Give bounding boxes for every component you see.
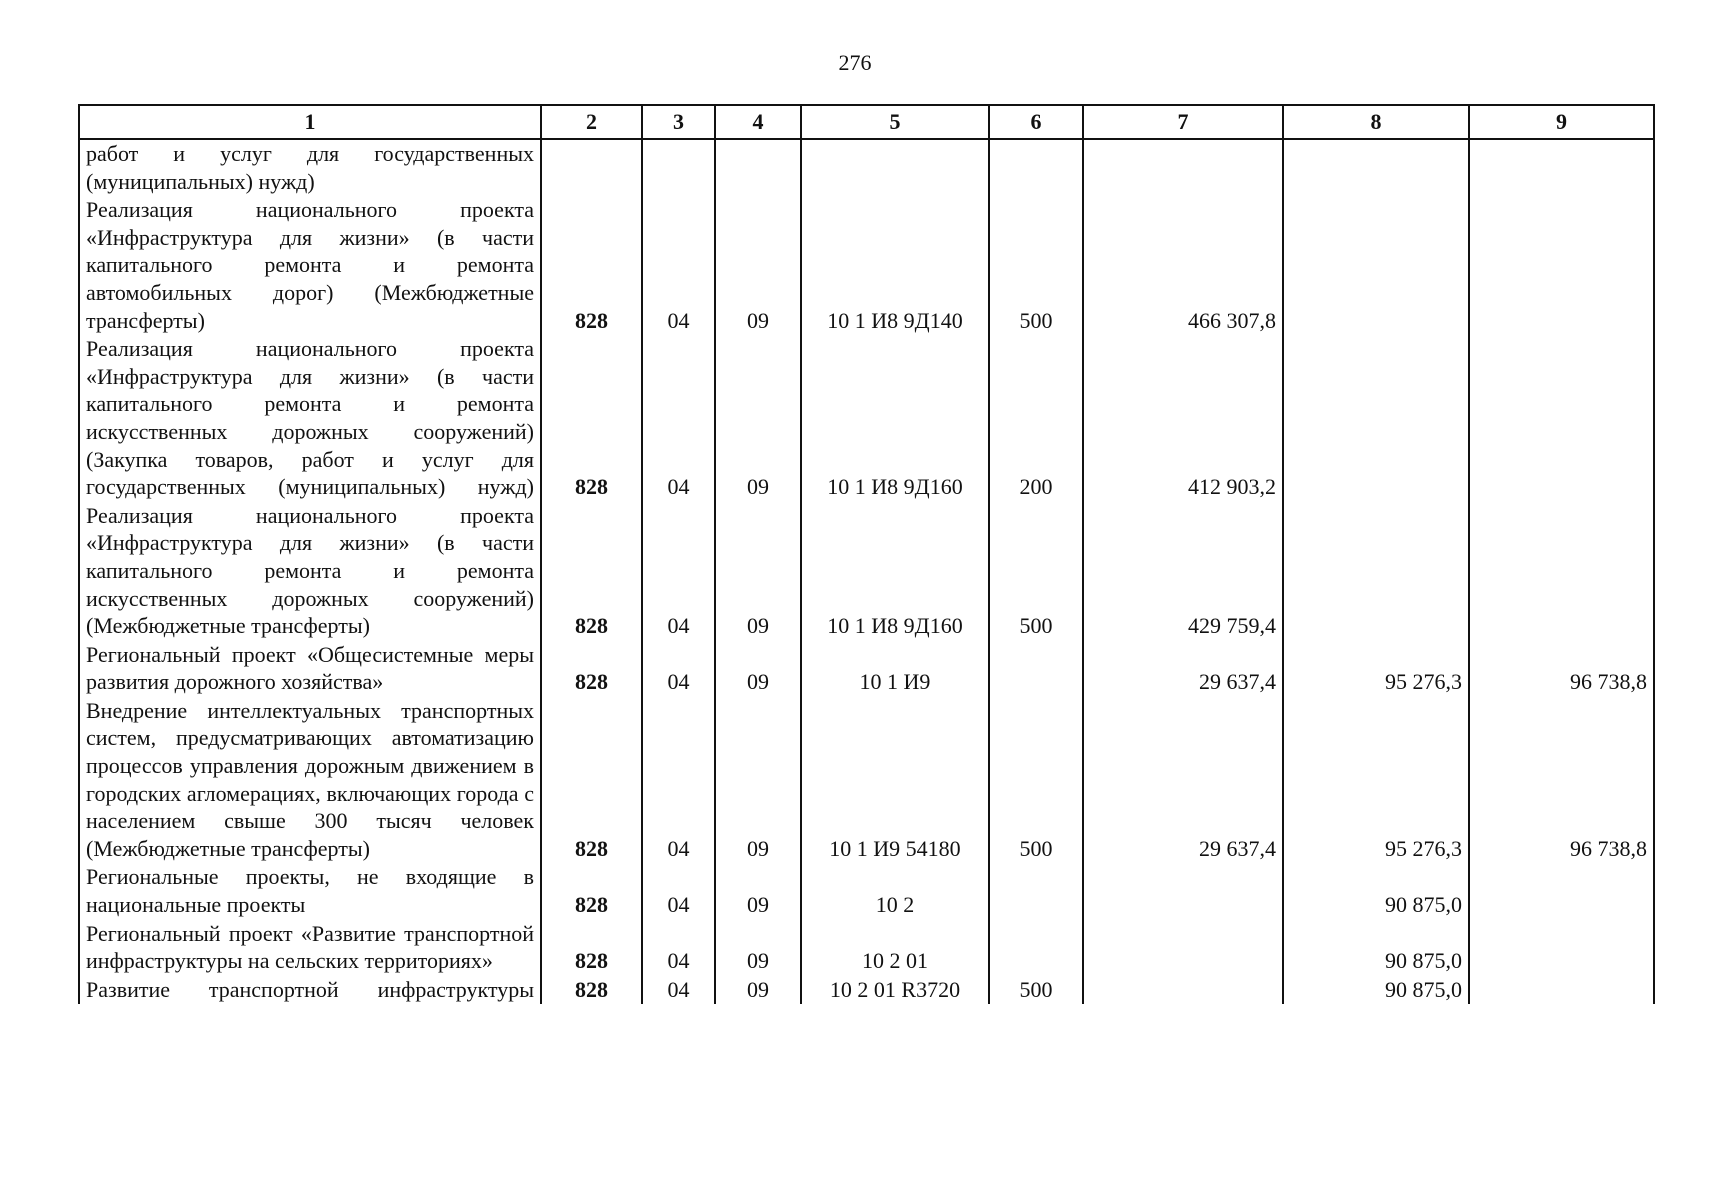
cell-subsection: 09	[715, 976, 801, 1005]
cell-amount-col9	[1469, 920, 1654, 976]
row-description: Региональные проекты, не входящие в национальные проекты	[79, 863, 541, 919]
cell-target-article: 10 1 И9	[801, 641, 989, 697]
cell-target-article: 10 1 И8 9Д140	[801, 196, 989, 335]
cell-amount-col8: 90 875,0	[1283, 863, 1469, 919]
cell-ministry-code: 828	[541, 502, 642, 641]
cell-section: 04	[642, 502, 715, 641]
table-row	[79, 335, 1654, 502]
cell-amount-col8	[1283, 335, 1469, 502]
cell-amount-col7: 29 637,4	[1083, 641, 1283, 697]
cell-amount-col7: 429 759,4	[1083, 502, 1283, 641]
cell-subsection: 09	[715, 697, 801, 864]
cell-target-article: 10 2	[801, 863, 989, 919]
cell-expense-type	[989, 920, 1083, 976]
cell-section: 04	[642, 335, 715, 502]
table-row	[79, 920, 1654, 976]
cell-target-article: 10 1 И8 9Д160	[801, 335, 989, 502]
column-header: 3	[642, 105, 715, 139]
cell-amount-col9	[1469, 863, 1654, 919]
cell-amount-col7: 466 307,8	[1083, 196, 1283, 335]
cell-amount-col9	[1469, 196, 1654, 335]
cell-ministry-code	[541, 139, 642, 196]
cell-amount-col7	[1083, 139, 1283, 196]
cell-subsection: 09	[715, 920, 801, 976]
column-header: 5	[801, 105, 989, 139]
cell-expense-type	[989, 641, 1083, 697]
column-header: 6	[989, 105, 1083, 139]
cell-target-article: 10 2 01	[801, 920, 989, 976]
cell-ministry-code: 828	[541, 976, 642, 1005]
table-row	[79, 139, 1654, 196]
cell-amount-col8: 95 276,3	[1283, 641, 1469, 697]
cell-amount-col9: 96 738,8	[1469, 641, 1654, 697]
cell-amount-col8	[1283, 139, 1469, 196]
column-header: 2	[541, 105, 642, 139]
cell-ministry-code: 828	[541, 641, 642, 697]
cell-target-article: 10 2 01 R3720	[801, 976, 989, 1005]
cell-subsection: 09	[715, 502, 801, 641]
cell-expense-type: 500	[989, 196, 1083, 335]
cell-section: 04	[642, 641, 715, 697]
cell-amount-col8	[1283, 196, 1469, 335]
cell-section: 04	[642, 863, 715, 919]
cell-amount-col9	[1469, 502, 1654, 641]
cell-expense-type: 200	[989, 335, 1083, 502]
cell-amount-col9	[1469, 335, 1654, 502]
row-description: Реализация национального проекта «Инфраструктура для жизни» (в части капитального ремонта и ремонта искусственных дорожных сооружений) (Межбюджетные трансферты)	[79, 502, 541, 641]
cell-expense-type: 500	[989, 976, 1083, 1005]
cell-amount-col9	[1469, 139, 1654, 196]
cell-expense-type	[989, 863, 1083, 919]
cell-section: 04	[642, 976, 715, 1005]
cell-amount-col8	[1283, 502, 1469, 641]
row-description: Внедрение интеллектуальных транспортных систем, предусматривающих автоматизацию процессов управления дорожным движением в городских агломерациях, включающих города с населением свыше 300 тысяч человек (Межбюджетные трансферты)	[79, 697, 541, 864]
column-header: 4	[715, 105, 801, 139]
column-header: 9	[1469, 105, 1654, 139]
table-row	[79, 697, 1654, 864]
table-row	[79, 196, 1654, 335]
cell-expense-type: 500	[989, 502, 1083, 641]
cell-subsection: 09	[715, 641, 801, 697]
cell-amount-col7	[1083, 863, 1283, 919]
cell-ministry-code: 828	[541, 196, 642, 335]
cell-target-article: 10 1 И9 54180	[801, 697, 989, 864]
table-row	[79, 502, 1654, 641]
cell-section: 04	[642, 920, 715, 976]
table-row	[79, 976, 1654, 1005]
row-description: работ и услуг для государственных (муниципальных) нужд)	[79, 139, 541, 196]
cell-subsection: 09	[715, 196, 801, 335]
column-header: 1	[79, 105, 541, 139]
cell-amount-col7	[1083, 920, 1283, 976]
cell-expense-type: 500	[989, 697, 1083, 864]
cell-target-article: 10 1 И8 9Д160	[801, 502, 989, 641]
cell-ministry-code: 828	[541, 335, 642, 502]
cell-section	[642, 139, 715, 196]
table-row	[79, 641, 1654, 697]
cell-section: 04	[642, 697, 715, 864]
cell-amount-col7: 29 637,4	[1083, 697, 1283, 864]
cell-amount-col9	[1469, 976, 1654, 1005]
cell-amount-col7: 412 903,2	[1083, 335, 1283, 502]
cell-subsection	[715, 139, 801, 196]
row-description: Региональный проект «Развитие транспортной инфраструктуры на сельских территориях»	[79, 920, 541, 976]
budget-table	[78, 104, 1655, 1004]
cell-subsection: 09	[715, 335, 801, 502]
cell-ministry-code: 828	[541, 920, 642, 976]
table-row	[79, 863, 1654, 919]
column-header: 7	[1083, 105, 1283, 139]
row-description: Реализация национального проекта «Инфраструктура для жизни» (в части капитального ремонта и ремонта искусственных дорожных сооружений) (Закупка товаров, работ и услуг для государственных (муниципальных) нужд)	[79, 335, 541, 502]
row-description: Развитие транспортной инфраструктуры	[79, 976, 541, 1005]
cell-amount-col8: 95 276,3	[1283, 697, 1469, 864]
table-header-row	[79, 105, 1654, 139]
row-description: Региональный проект «Общесистемные меры развития дорожного хозяйства»	[79, 641, 541, 697]
cell-amount-col8: 90 875,0	[1283, 920, 1469, 976]
cell-amount-col7	[1083, 976, 1283, 1005]
row-description: Реализация национального проекта «Инфраструктура для жизни» (в части капитального ремонта и ремонта автомобильных дорог) (Межбюджетные трансферты)	[79, 196, 541, 335]
cell-ministry-code: 828	[541, 863, 642, 919]
cell-ministry-code: 828	[541, 697, 642, 864]
cell-subsection: 09	[715, 863, 801, 919]
cell-target-article	[801, 139, 989, 196]
cell-amount-col9: 96 738,8	[1469, 697, 1654, 864]
cell-amount-col8: 90 875,0	[1283, 976, 1469, 1005]
column-header: 8	[1283, 105, 1469, 139]
cell-section: 04	[642, 196, 715, 335]
page-number: 276	[838, 50, 872, 75]
cell-expense-type	[989, 139, 1083, 196]
